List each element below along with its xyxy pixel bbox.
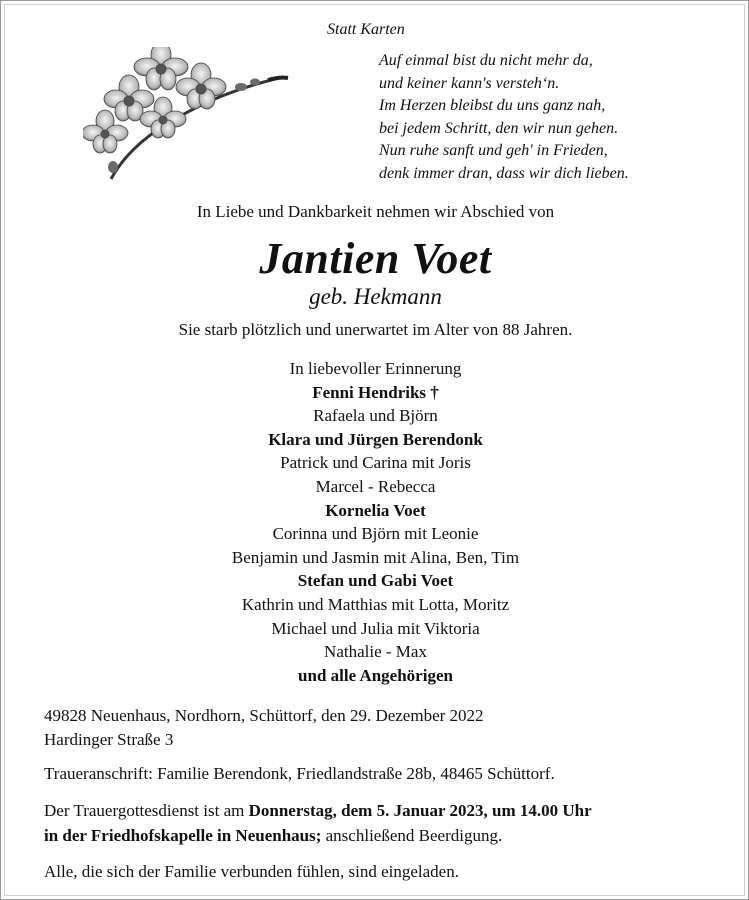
service-date: Donnerstag, dem 5. Januar 2023, um 14.00 Uhr bbox=[248, 801, 592, 820]
age-text: Sie starb plötzlich und unerwartet im Alter von 88 Jahren. bbox=[178, 320, 573, 339]
deceased-name: Jantien Voet bbox=[259, 234, 492, 283]
family-member-line: Stefan und Gabi Voet bbox=[297, 571, 454, 591]
family-member-line: Nathalie - Max bbox=[324, 642, 427, 662]
family-member-line: In liebevoller Erinnerung bbox=[289, 359, 462, 378]
trauer-address: Traueranschrift: Familie Berendonk, Friedlandstraße 28b, 48465 Schüttorf. bbox=[44, 764, 555, 783]
place-date-block bbox=[44, 704, 484, 752]
family-member-line: Rafaela und Björn bbox=[313, 406, 438, 426]
service-prefix: Der Trauergottesdienst ist am bbox=[44, 801, 249, 820]
place-date: 49828 Neuenhaus, Nordhorn, Schüttorf, den 29. Dezember 2022 bbox=[44, 706, 484, 725]
invitation-text: Alle, die sich der Familie verbunden fühlen, sind eingeladen. bbox=[44, 862, 459, 881]
service-suffix: anschließend Beerdigung. bbox=[321, 826, 503, 845]
intro-text: In Liebe und Dankbarkeit nehmen wir Abschied von bbox=[196, 202, 555, 221]
poem bbox=[379, 50, 629, 185]
service-location: in der Friedhofskapelle in Neuenhaus; bbox=[44, 826, 322, 845]
orchid-branch-icon bbox=[83, 47, 293, 187]
poem-line: Auf einmal bist du nicht mehr da, bbox=[379, 52, 593, 69]
family-member-line: Patrick und Carina mit Joris bbox=[280, 453, 471, 473]
family-member-line: Corinna und Björn mit Leonie bbox=[272, 524, 479, 544]
poem-line: und keiner kann's versteh‘n. bbox=[379, 74, 560, 92]
service-info bbox=[44, 798, 592, 848]
family-member-line: Kathrin und Matthias mit Lotta, Moritz bbox=[241, 594, 510, 614]
family-member-line: Marcel - Rebecca bbox=[315, 476, 436, 496]
poem-line: Im Herzen bleibst du uns ganz nah, bbox=[379, 97, 606, 114]
family-member-line: Fenni Hendriks † bbox=[312, 382, 439, 402]
poem-line: Nun ruhe sanft und geh' in Frieden, bbox=[379, 142, 608, 159]
family-list bbox=[1, 357, 749, 687]
family-member-line: Michael und Julia mit Viktoria bbox=[271, 618, 480, 638]
maiden-name: geb. Hekmann bbox=[309, 284, 442, 309]
family-member-line: und alle Angehörigen bbox=[298, 665, 453, 685]
street-address: Hardinger Straße 3 bbox=[44, 730, 174, 749]
family-member-line: Kornelia Voet bbox=[325, 500, 426, 520]
statt-karten-label: Statt Karten bbox=[327, 21, 405, 38]
family-member-line: Benjamin und Jasmin mit Alina, Ben, Tim bbox=[231, 547, 520, 567]
poem-line: bei jedem Schritt, den wir nun gehen. bbox=[379, 119, 619, 137]
family-member-line: Klara und Jürgen Berendonk bbox=[268, 429, 483, 449]
poem-line: denk immer dran, dass wir dich lieben. bbox=[379, 164, 629, 182]
